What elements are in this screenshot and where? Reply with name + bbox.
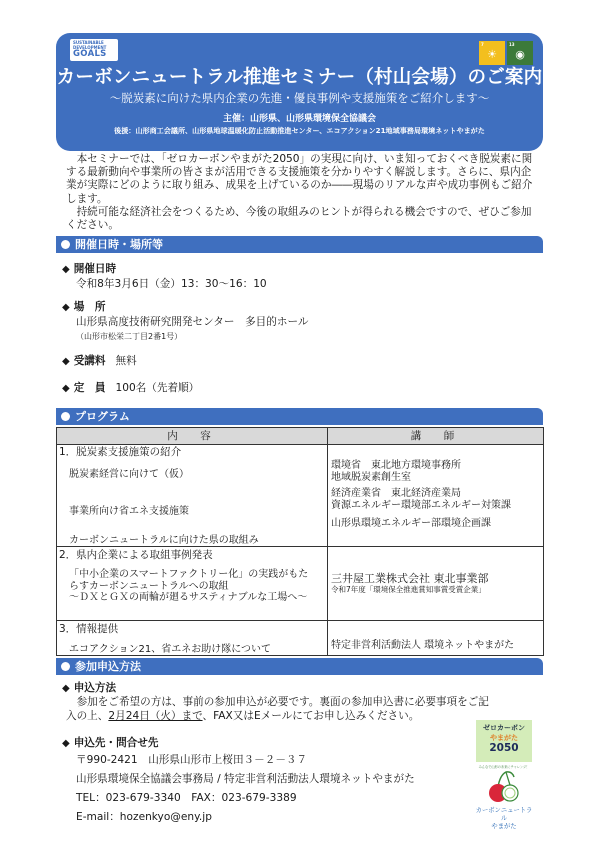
column-header-content: 内 容 <box>57 428 328 445</box>
item-label-contact <box>62 735 158 750</box>
text: 、FAX又はEメールにてお申し込みください。 <box>202 710 420 722</box>
speaker-line: 資源エネルギー環境部エネルギー対策課 <box>331 499 511 511</box>
program-category: 2．県内企業による取組事例発表 <box>59 549 213 561</box>
diamond-bullet-icon: ◆ <box>62 356 70 367</box>
diamond-bullet-icon: ◆ <box>62 738 70 749</box>
program-content-cell <box>57 445 328 547</box>
method-text-line2 <box>66 708 419 723</box>
event-venue: 山形県高度技術研究開発センター 多目的ホール <box>76 316 309 328</box>
table-row <box>57 621 544 656</box>
bullet-circle-icon <box>61 240 70 249</box>
logo-arc-text: みんなで山形の未来にチャレンジ！ <box>478 765 530 769</box>
program-category: 1．脱炭素支援施策の紹介 <box>59 446 182 458</box>
speaker-award-note: 令和7年度「環境保全推進賞知事賞受賞企業」 <box>331 584 486 594</box>
table-row <box>57 547 544 621</box>
speaker <box>328 488 543 511</box>
fee-value: 無料 <box>115 355 137 367</box>
section-header-program <box>56 408 543 425</box>
program-item: エコアクション21、省エネお助け隊について <box>69 644 272 655</box>
contact-postal-address: 〒990-2421 山形県山形市上桜田３－２－３７ <box>76 754 308 766</box>
sdg-logo-line1: SUSTAINABLE <box>73 40 104 45</box>
sdg-logo-goals: GOALS <box>73 49 107 59</box>
program-item <box>57 569 327 604</box>
table-row <box>57 445 544 547</box>
page-title: カーボンニュートラル推進セミナー（村山会場）のご案内 <box>56 67 543 88</box>
sdg-13-number: 13 <box>509 42 515 47</box>
speaker-line: 経済産業省 東北経済産業局 <box>331 488 461 499</box>
zero-carbon-yamagata-2050-logo <box>476 720 532 762</box>
sun-icon: ☀ <box>487 48 497 61</box>
section-heading: プログラム <box>75 410 130 423</box>
intro-paragraph-2: 持続可能な経済社会をつくるため、今後の取組みのヒントが得られる機会ですので、ぜひご参加ください。 <box>66 205 532 232</box>
eye-earth-icon: ◉ <box>515 48 525 61</box>
label-text: 申込先・問合せ先 <box>73 737 159 749</box>
program-table <box>56 427 544 656</box>
logo-line: やまがた <box>490 734 518 742</box>
speaker: 三井屋工業株式会社 東北事業部 <box>331 572 489 585</box>
program-category: 3．情報提供 <box>59 623 119 635</box>
program-speaker-cell <box>328 547 544 621</box>
label-text: 申込方法 <box>73 682 117 694</box>
venue-address: （山形市松栄二丁目2番1号） <box>76 332 183 341</box>
program-item-line: 「中小企業のスマートファクトリー化」の実践がもた <box>69 569 309 580</box>
method-text-line1: 参加をご希望の方は、事前の参加申込が必要です。裏面の参加申込書に必要事項をご記 <box>76 696 489 708</box>
program-item: カーボンニュートラルに向けた県の取組み <box>69 535 259 546</box>
item-label-capacity <box>62 380 199 395</box>
speaker: 山形県環境エネルギー部環境企画課 <box>331 518 491 529</box>
diamond-bullet-icon: ◆ <box>62 383 70 394</box>
diamond-bullet-icon: ◆ <box>62 264 70 275</box>
program-item-line: ～ＤＸとＧＸの両輪が廻るサスティナブルな工場へ～ <box>69 592 308 603</box>
sdg-13-climate-action-icon <box>507 41 533 65</box>
logo-line: カーボンニュートラル <box>475 807 533 822</box>
item-label-method <box>62 680 116 695</box>
carbon-neutral-yamagata-logo <box>474 764 534 830</box>
logo-line: ゼロカーボン <box>483 724 525 732</box>
item-label-venue <box>62 299 105 314</box>
cherry-icon <box>484 769 524 803</box>
speaker: 特定非営利活動法人 環境ネットやまがた <box>331 640 515 651</box>
page-subtitle: ～脱炭素に向けた県内企業の先進・優良事例や支援施策をご紹介します～ <box>109 91 490 105</box>
text: 入の上、 <box>66 710 109 722</box>
label-text: 定 員 <box>73 382 106 394</box>
intro-text <box>66 153 538 232</box>
sdg-logo-line2: DEVELOPMENT <box>73 44 107 50</box>
application-deadline: 2月24日（火）まで <box>108 710 203 722</box>
intro-paragraph-1: 本セミナーでは、「ゼロカーボンやまがた2050」の実現に向け、いま知っておくべき脱炭素に関する最新動向や事業所の皆さまが活用できる支援施策を分かりやすく解説します。さらに、県内企業が実際にどのように取り組み、成果を上げているのか――現場のリアルな声や成功事例もご紹介します。 <box>66 153 533 205</box>
supporters-text: 後援：山形商工会議所、山形県地球温暖化防止活動推進センター、エコアクション21地域事務局環境ネットやまがた <box>114 126 485 135</box>
bullet-circle-icon <box>61 412 70 421</box>
logo-line: やまがた <box>491 823 517 830</box>
label-text: 受講料 <box>73 355 106 367</box>
item-label-datetime <box>62 261 116 276</box>
program-content-cell <box>57 621 328 656</box>
sdg-7-affordable-clean-energy-icon <box>479 41 505 65</box>
label-text: 開催日時 <box>73 263 117 275</box>
speaker-line: 環境省 東北地方環境事務所 <box>331 460 461 471</box>
sdg-7-number: 7 <box>481 42 484 47</box>
header-banner <box>56 33 543 151</box>
contact-email[interactable]: E-mail：hozenkyo@eny.jp <box>76 811 212 823</box>
speaker-line: 地域脱炭素創生室 <box>331 471 411 483</box>
program-content-cell <box>57 547 328 621</box>
diamond-bullet-icon: ◆ <box>62 683 70 694</box>
program-item: 事業所向け省エネ支援施策 <box>69 506 189 517</box>
diamond-bullet-icon: ◆ <box>62 302 70 313</box>
label-text: 場 所 <box>73 301 106 313</box>
table-header-row <box>57 428 544 445</box>
sdg-goal-icons <box>479 41 533 65</box>
section-header-datetime <box>56 236 543 253</box>
event-datetime: 令和8年3月6日（金）13：30～16：10 <box>76 278 267 290</box>
program-item: 脱炭素経営に向けて（仮） <box>69 469 189 480</box>
logo-line: 2050 <box>489 742 519 754</box>
organizer-text: 主催：山形県、山形県環境保全協議会 <box>222 114 376 124</box>
speaker <box>328 460 543 483</box>
capacity-value: 100名（先着順） <box>115 382 200 394</box>
contact-organization: 山形県環境保全協議会事務局 / 特定非営利活動法人環境ネットやまがた <box>76 773 415 785</box>
section-heading: 開催日時・場所等 <box>75 238 163 251</box>
sdg-logo <box>70 39 118 61</box>
program-speaker-cell <box>328 445 544 547</box>
program-speaker-cell <box>328 621 544 656</box>
section-header-apply <box>56 658 543 675</box>
item-label-fee <box>62 353 137 368</box>
column-header-speaker: 講 師 <box>328 428 544 445</box>
program-item-line: らすカーボンニュートラルへの取組 <box>69 580 229 592</box>
bullet-circle-icon <box>61 662 70 671</box>
section-heading: 参加申込方法 <box>75 660 141 673</box>
contact-tel-fax: TEL：023-679-3340 FAX：023-679-3389 <box>76 792 297 804</box>
